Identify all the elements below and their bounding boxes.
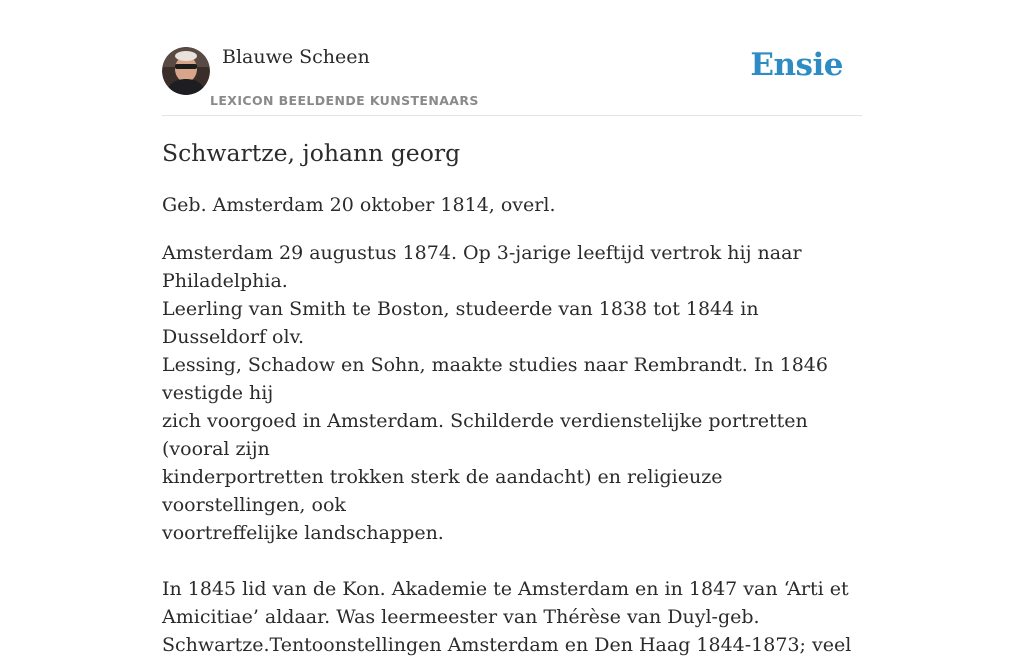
article-paragraph: Amsterdam 29 augustus 1874. Op 3-jarige leeftijd vertrok hij naar Philadelphia. Leerling van Smith te Boston, studeerde van 1838 tot 1844 in Dusseldorf olv. Lessing, Schadow en Sohn, maakte studies naar Rembrandt. In 1846 vestigde hij zich voorgoed in Amsterdam. Schilderde verdienstelijke portretten (vooral zijn kinderportretten trokken sterk de aandacht) en religieuze voorstellingen, ook voortreffelijke landschappen.: [162, 242, 828, 544]
article-body: [162, 239, 862, 659]
author-name[interactable]: Blauwe Scheen: [222, 46, 370, 68]
article-header: [162, 0, 862, 116]
brand-logo[interactable]: Ensie: [750, 47, 843, 83]
collection-label[interactable]: LEXICON BEELDENDE KUNSTENAARS: [210, 93, 479, 108]
article-paragraph: In 1845 lid van de Kon. Akademie te Amsterdam en in 1847 van ‘Arti et Amicitiae’ aldaar. Was leermeester van Thérèse van Duyl-geb. Schwartze.Tentoonstellingen Amsterdam en Den Haag 1844-1873; veel: [162, 578, 852, 656]
person-avatar-icon[interactable]: [162, 47, 210, 95]
article-page: [162, 0, 862, 656]
page-title: Schwartze, johann georg: [162, 139, 461, 167]
article-lead: Geb. Amsterdam 20 oktober 1814, overl.: [162, 194, 556, 216]
